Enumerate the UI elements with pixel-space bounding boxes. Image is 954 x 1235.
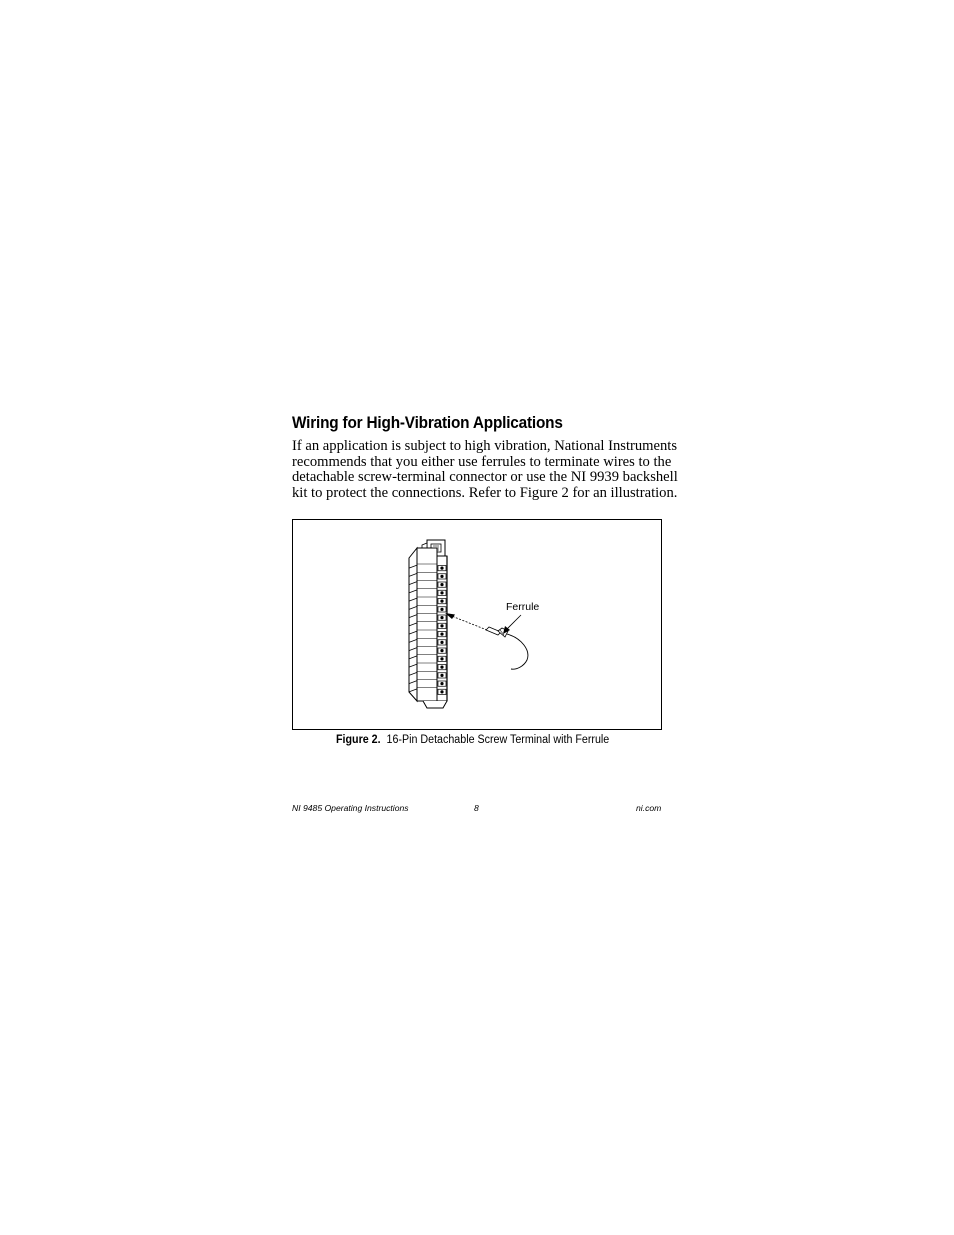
screw-hole [440, 624, 443, 627]
screw-hole [440, 591, 443, 594]
body-paragraph [292, 438, 678, 501]
figure-number: Figure 2. [336, 734, 381, 746]
footer-website: ni.com [636, 803, 662, 813]
screw-terminal-connector [409, 548, 447, 708]
footer-page-number: 8 [474, 803, 479, 813]
paragraph-line: recommends that you either use ferrules to terminate wires to the [292, 453, 672, 470]
screw-hole [440, 682, 443, 685]
screw-hole [440, 657, 443, 660]
figure-frame [292, 519, 662, 730]
screw-hole [440, 600, 443, 603]
screw-hole [440, 583, 443, 586]
screw-hole [440, 633, 443, 636]
paragraph-line: detachable screw-terminal connector or use the NI 9939 backshell [292, 469, 678, 486]
ferrule-callout [503, 601, 539, 634]
screw-hole [440, 666, 443, 669]
ferrule [486, 627, 528, 669]
figure-caption [336, 734, 609, 746]
screw-hole [440, 567, 443, 570]
ferrule-label: Ferrule [506, 601, 540, 613]
paragraph-line: If an application is subject to high vibration, National Instruments [292, 438, 678, 454]
insertion-arrow [445, 613, 487, 630]
paragraph-line: kit to protect the connections. Refer to Figure 2 for an illustration. [292, 484, 678, 501]
footer-document-title: NI 9485 Operating Instructions [292, 803, 409, 813]
terminal-illustration [293, 520, 661, 729]
screw-hole [440, 690, 443, 693]
screw-hole [440, 649, 443, 652]
screw-hole [440, 575, 443, 578]
screw-hole [440, 674, 443, 677]
screw-hole [440, 608, 443, 611]
screw-hole [440, 616, 443, 619]
section-heading: Wiring for High-Vibration Applications [292, 414, 563, 432]
figure-caption-text: 16-Pin Detachable Screw Terminal with Ferrule [386, 734, 610, 746]
screw-hole [440, 641, 443, 644]
